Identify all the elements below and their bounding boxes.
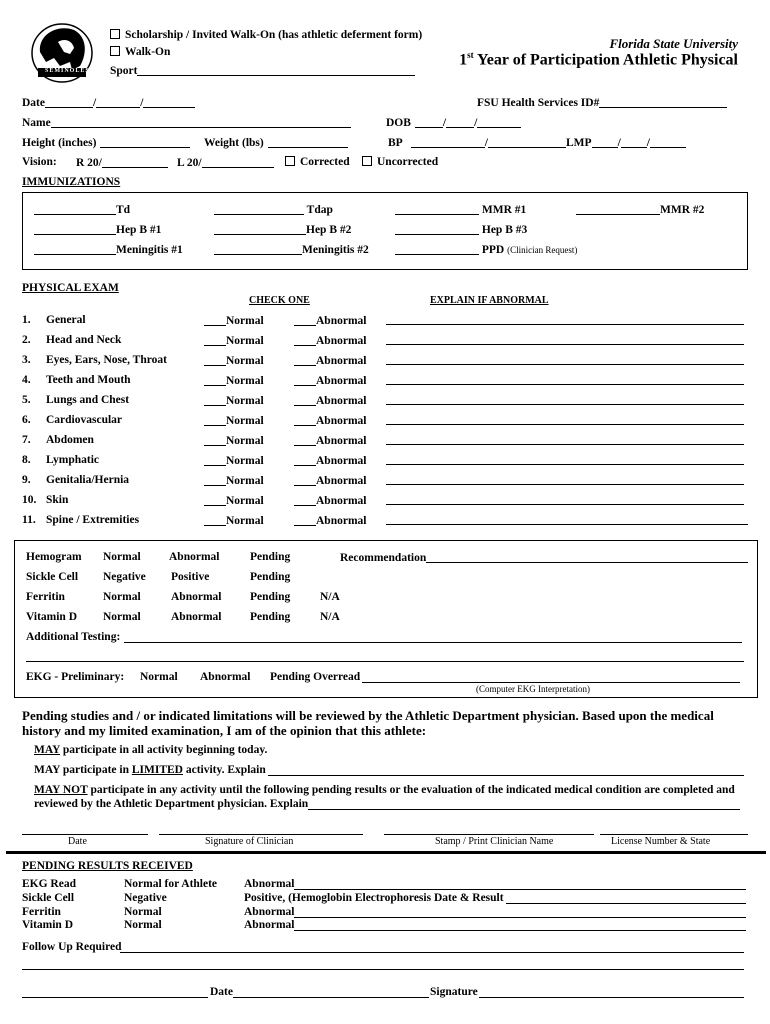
may-not-explain-line[interactable] <box>308 809 740 810</box>
pending-vitd-normal[interactable]: Normal <box>124 919 162 931</box>
final-signature-line[interactable] <box>479 997 744 998</box>
exam-explain-line[interactable] <box>386 524 748 525</box>
corrected-checkbox[interactable] <box>285 156 295 166</box>
exam-explain-line[interactable] <box>386 364 744 365</box>
exam-abnormal-option[interactable]: Abnormal <box>294 474 366 487</box>
exam-num: 3. <box>22 354 31 366</box>
final-line1[interactable] <box>22 997 208 998</box>
physical-exam-heading: PHYSICAL EXAM <box>22 282 119 294</box>
exam-normal-option[interactable]: Normal <box>204 354 264 367</box>
corrected-option: Corrected <box>285 156 350 168</box>
immunizations-heading: IMMUNIZATIONS <box>22 176 121 188</box>
sport-input[interactable] <box>137 64 415 76</box>
lmp-field: LMP / / <box>566 136 686 149</box>
final-date-label: Date <box>210 986 233 998</box>
pending-vitd-line[interactable] <box>294 930 746 931</box>
sig-stamp-line[interactable] <box>384 834 594 835</box>
exam-num: 7. <box>22 434 31 446</box>
additional-testing-line2[interactable] <box>26 661 744 662</box>
pending-vitd-abnormal[interactable]: Abnormal <box>244 919 295 931</box>
exam-label: Teeth and Mouth <box>46 374 131 386</box>
ekg-normal[interactable]: Normal <box>140 671 178 683</box>
lab-vitd-normal[interactable]: Normal <box>103 611 141 623</box>
sig-clinician-line[interactable] <box>159 834 363 835</box>
mmr2-field: MMR #2 <box>576 203 704 216</box>
lab-hemogram: Hemogram <box>26 551 82 563</box>
logo-text: SEMINOLES <box>45 68 90 74</box>
exam-normal-option[interactable]: Normal <box>204 474 264 487</box>
exam-normal-option[interactable]: Normal <box>204 454 264 467</box>
ppd-field: PPD (Clinician Request) <box>395 243 577 256</box>
exam-num: 6. <box>22 414 31 426</box>
exam-num: 11. <box>22 514 36 526</box>
exam-label: General <box>46 314 86 326</box>
exam-num: 8. <box>22 454 31 466</box>
sig-license-label: License Number & State <box>611 836 711 847</box>
exam-num: 9. <box>22 474 31 486</box>
lab-hemogram-normal[interactable]: Normal <box>103 551 141 563</box>
exam-explain-line[interactable] <box>386 404 744 405</box>
additional-testing-line1[interactable] <box>124 642 742 643</box>
may-participate-option[interactable]: MAY participate in all activity beginning today. <box>34 744 268 756</box>
hepb2-field: Hep B #2 <box>214 223 351 236</box>
pending-sickle-negative[interactable]: Negative <box>124 892 167 904</box>
lab-vitd-abnormal[interactable]: Abnormal <box>171 611 222 623</box>
exam-num: 5. <box>22 394 31 406</box>
pending-sickle-line[interactable] <box>506 903 746 904</box>
walkon-checkbox[interactable] <box>110 46 120 56</box>
uncorrected-option: Uncorrected <box>362 156 438 168</box>
exam-normal-option[interactable]: Normal <box>204 374 264 387</box>
dob-field: DOB / / <box>386 116 521 129</box>
exam-abnormal-option[interactable]: Abnormal <box>294 394 366 407</box>
exam-label: Lungs and Chest <box>46 394 130 406</box>
opinion-statement: Pending studies and / or indicated limitations will be reviewed by the Athletic Department physician. Based upon the medical history and my limited examination, I am of the opinion that this athlete: <box>22 708 714 738</box>
pending-ekg-label: EKG Read <box>22 878 76 890</box>
td-field: Td <box>34 203 130 216</box>
weight-input[interactable] <box>268 136 348 148</box>
exam-explain-line[interactable] <box>386 424 744 425</box>
ekg-note: (Computer EKG Interpretation) <box>476 684 590 694</box>
hepb3-field: Hep B #3 <box>395 223 527 236</box>
mmr1-field: MMR #1 <box>395 203 526 216</box>
walkon-option: Walk-On <box>110 46 170 58</box>
lab-ferritin: Ferritin <box>26 591 65 603</box>
pending-sickle-positive[interactable]: Positive, (Hemoglobin Electrophoresis Date & Result <box>244 892 504 904</box>
additional-testing-label: Additional Testing: <box>26 631 121 643</box>
ekg-line[interactable] <box>362 682 740 683</box>
exam-explain-line[interactable] <box>386 504 744 505</box>
vision-right: R 20/ <box>76 156 168 169</box>
followup-line1[interactable] <box>120 952 744 953</box>
exam-normal-option[interactable]: Normal <box>204 514 264 527</box>
exam-normal-option[interactable]: Normal <box>204 494 264 507</box>
exam-explain-line[interactable] <box>386 484 744 485</box>
exam-normal-option[interactable]: Normal <box>204 394 264 407</box>
lab-sickle-pending[interactable]: Pending <box>250 571 291 583</box>
exam-abnormal-option[interactable]: Abnormal <box>294 314 366 327</box>
exam-normal-option[interactable]: Normal <box>204 314 264 327</box>
final-date-line[interactable] <box>233 997 429 998</box>
exam-abnormal-option[interactable]: Abnormal <box>294 334 366 347</box>
pending-ferritin-abnormal[interactable]: Abnormal <box>244 906 295 918</box>
exam-label: Spine / Extremities <box>46 514 140 526</box>
followup-line2[interactable] <box>22 969 744 970</box>
lab-vitd-pending[interactable]: Pending <box>250 611 291 623</box>
ekg-abnormal[interactable]: Abnormal <box>200 671 251 683</box>
ekg-label: EKG - Preliminary: <box>26 671 125 683</box>
pending-sickle-label: Sickle Cell <box>22 892 75 904</box>
exam-label: Cardiovascular <box>46 414 123 426</box>
lab-sickle-positive[interactable]: Positive <box>171 571 210 583</box>
health-id-input[interactable] <box>599 96 727 108</box>
exam-label: Abdomen <box>46 434 94 446</box>
sig-clinician-label: Signature of Clinician <box>205 836 294 847</box>
exam-explain-line[interactable] <box>386 464 744 465</box>
name-field: Name <box>22 116 351 129</box>
exam-num: 2. <box>22 334 31 346</box>
may-not-continued: reviewed by the Athletic Department physician. Explain <box>34 798 309 810</box>
scholarship-option: Scholarship / Invited Walk-On (has athletic deferment form) <box>110 29 422 41</box>
followup-label: Follow Up Required <box>22 941 122 953</box>
scholarship-checkbox[interactable] <box>110 29 120 39</box>
lab-hemogram-abnormal[interactable]: Abnormal <box>169 551 220 563</box>
exam-num: 4. <box>22 374 31 386</box>
exam-explain-line[interactable] <box>386 324 744 325</box>
exam-label: Lymphatic <box>46 454 100 466</box>
vision-label: Vision: <box>22 156 57 168</box>
sport-field: Sport <box>110 64 415 77</box>
lab-ferritin-normal[interactable]: Normal <box>103 591 141 603</box>
pending-ekg-abnormal[interactable]: Abnormal <box>244 878 295 890</box>
men1-field: Meningitis #1 <box>34 243 183 256</box>
pending-ferritin-normal[interactable]: Normal <box>124 906 162 918</box>
exam-explain-line[interactable] <box>386 444 744 445</box>
sig-license-line[interactable] <box>600 834 748 835</box>
lab-vitd: Vitamin D <box>26 611 78 623</box>
fsu-logo <box>30 22 94 84</box>
weight-field: Weight (lbs) <box>204 136 348 149</box>
lab-hemogram-pending[interactable]: Pending <box>250 551 291 563</box>
explain-heading: EXPLAIN IF ABNORMAL <box>430 295 549 306</box>
lab-ferritin-pending[interactable]: Pending <box>250 591 291 603</box>
exam-num: 10. <box>22 494 37 506</box>
pending-ferritin-label: Ferritin <box>22 906 61 918</box>
lab-ferritin-na[interactable]: N/A <box>320 591 340 603</box>
exam-abnormal-option[interactable]: Abnormal <box>294 374 366 387</box>
exam-label: Skin <box>46 494 69 506</box>
lab-sickle-negative[interactable]: Negative <box>103 571 146 583</box>
lab-vitd-na[interactable]: N/A <box>320 611 340 623</box>
exam-abnormal-option[interactable]: Abnormal <box>294 434 366 447</box>
exam-label: Eyes, Ears, Nose, Throat <box>46 354 167 366</box>
exam-explain-line[interactable] <box>386 344 744 345</box>
pending-ferritin-line[interactable] <box>294 917 746 918</box>
pending-heading: PENDING RESULTS RECEIVED <box>22 860 193 872</box>
exam-label: Head and Neck <box>46 334 122 346</box>
pending-ekg-normal[interactable]: Normal for Athlete <box>124 878 218 890</box>
exam-num: 1. <box>22 314 31 326</box>
exam-abnormal-option[interactable]: Abnormal <box>294 354 366 367</box>
exam-abnormal-option[interactable]: Abnormal <box>294 494 366 507</box>
hepb1-field: Hep B #1 <box>34 223 161 236</box>
pending-ekg-line[interactable] <box>294 889 746 890</box>
bp-field: BP / <box>388 136 566 149</box>
exam-abnormal-option[interactable]: Abnormal <box>294 514 366 527</box>
tdap-field: Tdap <box>214 203 333 216</box>
exam-normal-option[interactable]: Normal <box>204 414 264 427</box>
seminole-head-icon <box>30 22 94 84</box>
may-not-participate-option[interactable]: MAY NOT participate in any activity until the following pending results or the evaluation of the indicated medical condition are completed and <box>34 784 735 796</box>
limited-explain-line[interactable] <box>268 775 744 776</box>
uncorrected-checkbox[interactable] <box>362 156 372 166</box>
pending-vitd-label: Vitamin D <box>22 919 74 931</box>
exam-explain-line[interactable] <box>386 384 744 385</box>
sig-date-line[interactable] <box>22 834 148 835</box>
form-title: 1st Year of Participation Athletic Physical <box>459 50 738 69</box>
exam-label: Genitalia/Hernia <box>46 474 130 486</box>
name-input[interactable] <box>51 116 351 128</box>
exam-normal-option[interactable]: Normal <box>204 434 264 447</box>
sig-stamp-label: Stamp / Print Clinician Name <box>435 836 554 847</box>
check-one-heading: CHECK ONE <box>249 295 310 306</box>
exam-abnormal-option[interactable]: Abnormal <box>294 454 366 467</box>
limited-participate-option[interactable]: MAY participate in LIMITED activity. Explain <box>34 764 266 776</box>
ekg-pending-overread[interactable]: Pending Overread <box>270 671 361 683</box>
lab-ferritin-abnormal[interactable]: Abnormal <box>171 591 222 603</box>
section-divider <box>6 851 766 854</box>
height-input[interactable] <box>100 136 190 148</box>
exam-abnormal-option[interactable]: Abnormal <box>294 414 366 427</box>
date-field: Date / / <box>22 96 195 109</box>
lab-sickle: Sickle Cell <box>26 571 79 583</box>
final-signature-label: Signature <box>430 986 478 998</box>
men2-field: Meningitis #2 <box>214 243 369 256</box>
sig-date-label: Date <box>68 836 87 847</box>
vision-left: L 20/ <box>177 156 274 169</box>
height-field: Height (inches) <box>22 136 190 149</box>
university-name: Florida State University <box>609 36 738 51</box>
exam-normal-option[interactable]: Normal <box>204 334 264 347</box>
health-id-field: FSU Health Services ID# <box>477 96 727 109</box>
recommendation-field: Recommendation <box>340 551 748 564</box>
